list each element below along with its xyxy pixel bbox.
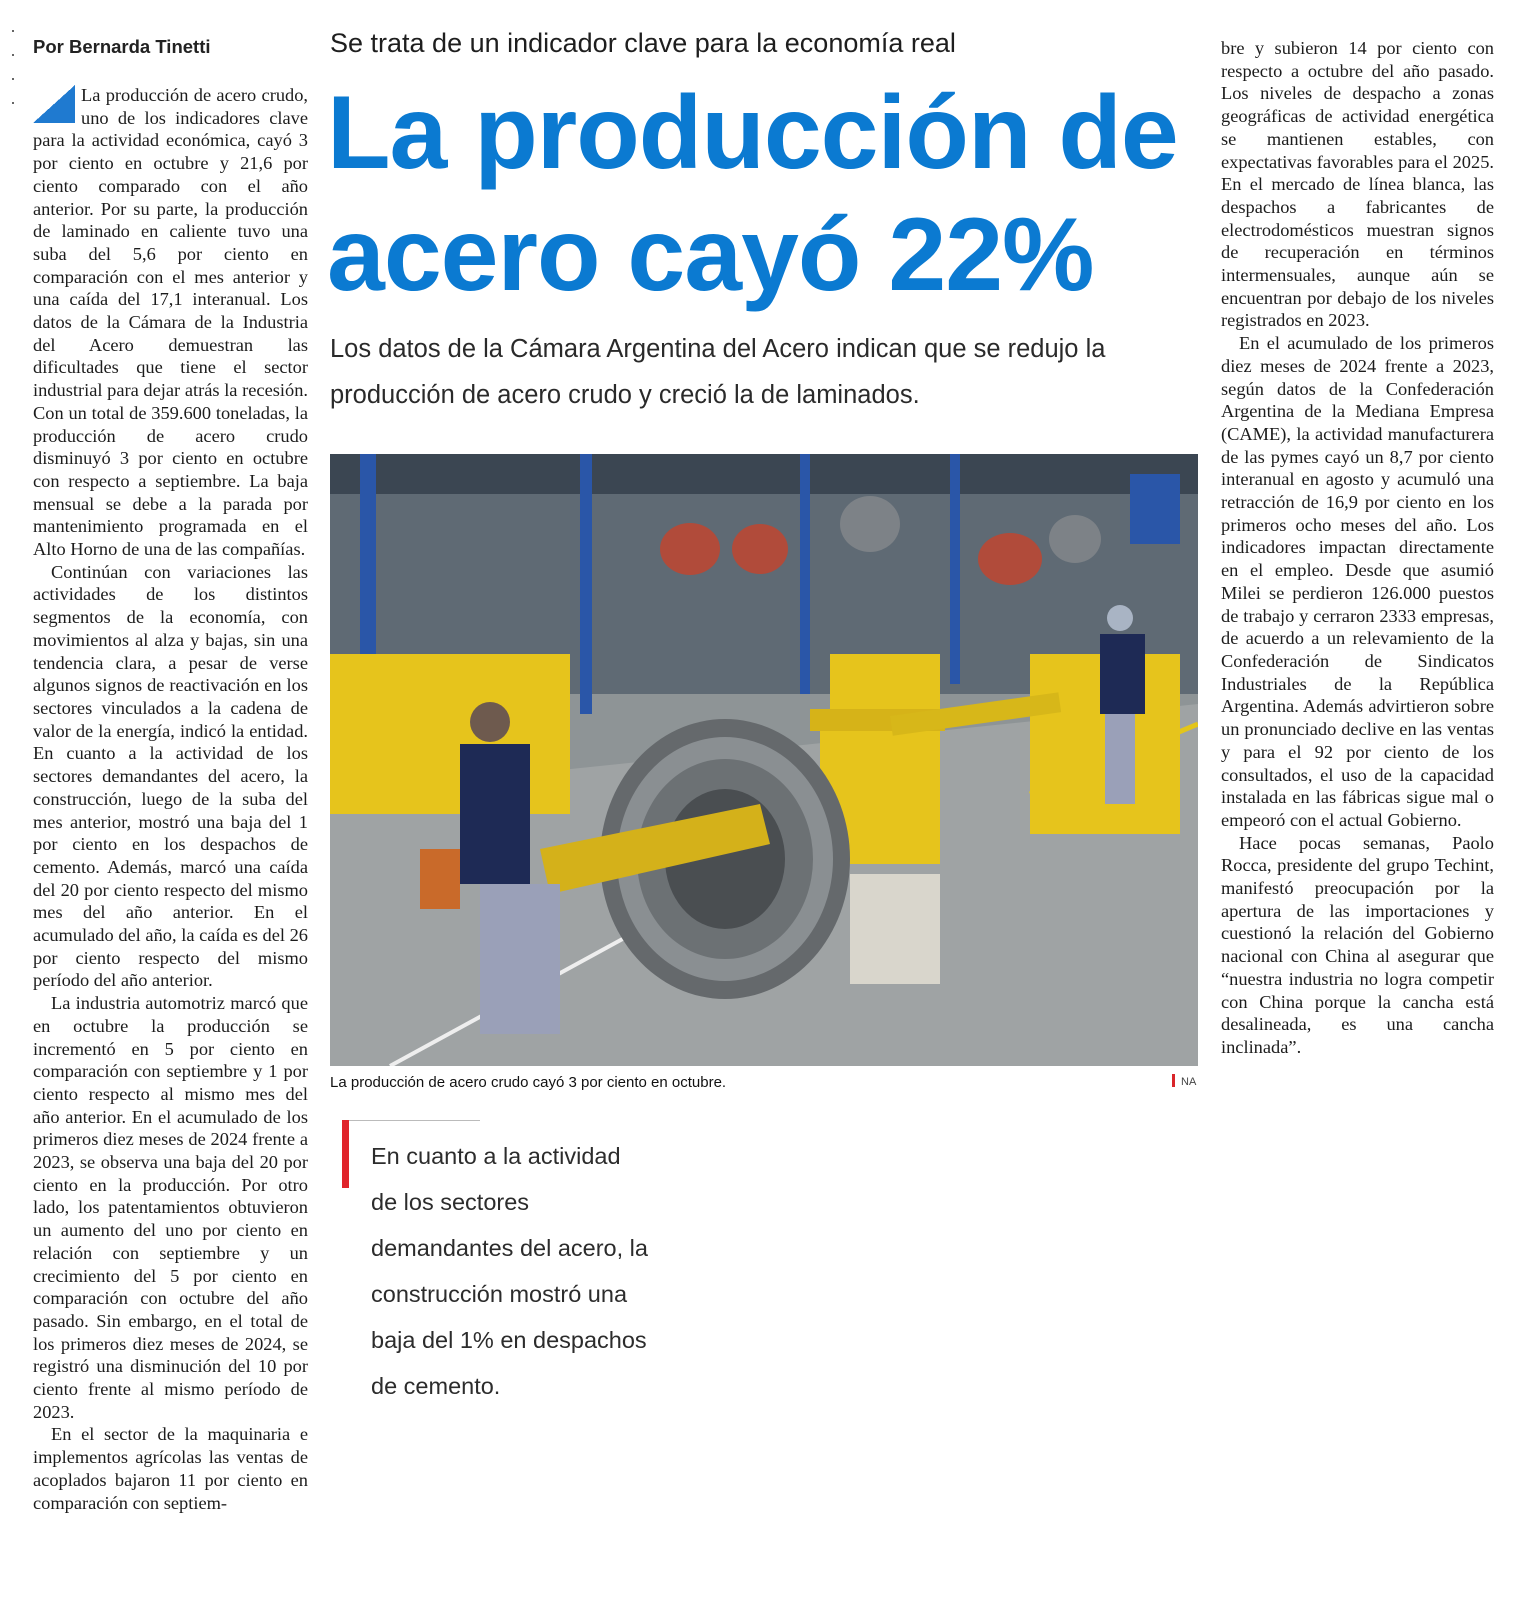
subhead: Los datos de la Cámara Argentina del Acero indican que se redujo la producción de acero crudo y creció la de laminados. — [330, 335, 1106, 409]
page-edge-marks — [12, 30, 16, 126]
steel-mill-illustration — [330, 454, 1198, 1066]
paragraph: Hace pocas semanas, Paolo Rocca, presidente del grupo Techint, manifestó preocupación por la apertura de las importaciones y cuestionó la relación del Gobierno nacional con China al asegurar que “nuestra industria no logra competir con China porque la cancha está desalineada, es una cancha inclinada”. — [1221, 832, 1494, 1057]
paragraph-text: La producción de acero crudo, uno de los indicadores clave para la actividad económica, cayó 3 por ciento en octubre y 21,6 por ciento comparado con el año anterior. Por su parte, la producción de laminado en caliente tuvo una suba del 5,6 por ciento en comparación con el mes anterior y una caída del 17,1 interanual. Los datos de la Cámara de la Industria del Acero demuestran las dificultades que tiene el sector industrial para dejar atrás la recesión. Con un total de 359.600 toneladas, la producción de acero crudo disminuyó 3 por ciento en octubre con respecto a septiembre. La baja mensual se debe a la parada por mantenimiento programada en el Alto Horno de una de las compañías. — [33, 85, 308, 560]
byline: Por Bernarda Tinetti — [33, 36, 211, 57]
pull-quote-bar — [342, 1120, 349, 1188]
pull-quote: En cuanto a la actividad de los sectores demandantes del acero, la construcción mostró una baja del 1% en despachos de cemento. — [371, 1143, 648, 1399]
paragraph-start-mark — [33, 85, 75, 123]
credit-text: NA — [1181, 1076, 1197, 1088]
article-photo — [330, 454, 1198, 1066]
headline: La producción de acero cayó 22% — [327, 75, 1178, 313]
paragraph: En el sector de la maquinaria e implementos agrícolas las ventas de acoplados bajaron 11 por ciento en comparación con septiem- — [33, 1424, 308, 1513]
credit-marker — [1172, 1074, 1175, 1087]
pull-quote-rule — [342, 1120, 480, 1121]
photo-credit — [1172, 1074, 1196, 1088]
right-column — [1221, 37, 1494, 1059]
paragraph: En el acumulado de los primeros diez meses de 2024 frente a 2023, según datos de la Confederación Argentina de la Mediana Empresa (CAME), la actividad manufacturera de las pymes cayó un 8,7 por ciento interanual en agosto y acumuló una retracción de 16,9 por ciento en los primeros ocho meses del año. Los indicadores impactan directamente en el empleo. Desde que asumió Milei se perdieron 126.000 puestos de trabajo y cerraron 2333 empresas, de acuerdo a un relevamiento de la Confederación de Sindicatos Industriales de la República Argentina. Además advirtieron sobre un pronunciado declive en las ventas y para el 92 por ciento de los consultados, el uso de la capacidad instalada en las fábricas sigue mal o empeoró con el actual Gobierno. — [1221, 333, 1494, 830]
kicker: Se trata de un indicador clave para la economía real — [330, 28, 956, 58]
paragraph: bre y subieron 14 por ciento con respecto a octubre del año pasado. Los niveles de despacho a zonas geográficas de actividad energética se mantienen estables, con expectativas favorables para el 2025. En el mercado de línea blanca, las despachos a fabricantes de electrodomésticos muestran signos de recuperación en términos intermensuales, aunque aún se encuentran por debajo de los niveles registrados en 2023. — [1221, 38, 1494, 331]
photo-caption: La producción de acero crudo cayó 3 por ciento en octubre. — [330, 1074, 727, 1091]
paragraph — [33, 84, 308, 561]
left-column — [33, 84, 308, 1514]
paragraph: La industria automotriz marcó que en octubre la producción se incrementó en 5 por ciento en comparación con septiembre y 1 por ciento respecto al mismo mes del año anterior. En el acumulado de los primeros diez meses de 2024 frente a 2023, se observa una baja del 20 por ciento en la producción. Por otro lado, los patentamientos obtuvieron un aumento del uno por ciento en relación con septiembre y un crecimiento del 5 por ciento en comparación con octubre del año pasado. Sin embargo, en el total de los primeros diez meses de 2024, se registró una disminución del 10 por ciento frente al mismo período de 2023. — [33, 993, 308, 1422]
paragraph: Continúan con variaciones las actividades de los distintos segmentos de la economía, con movimientos al alza y bajas, sin una tendencia clara, a pesar de verse algunos signos de reactivación en los sectores vinculados a la cadena de valor de la energía, indicó la entidad. En cuanto a la actividad de los sectores demandantes del acero, la construcción, luego de la suba del mes anterior, mostró una baja del 1 por ciento en los despachos de cemento. Además, marcó una caída del 20 por ciento respecto del mismo mes del año anterior. En el acumulado del año, la caída es del 26 por ciento respecto del mismo período del año anterior. — [33, 561, 308, 991]
